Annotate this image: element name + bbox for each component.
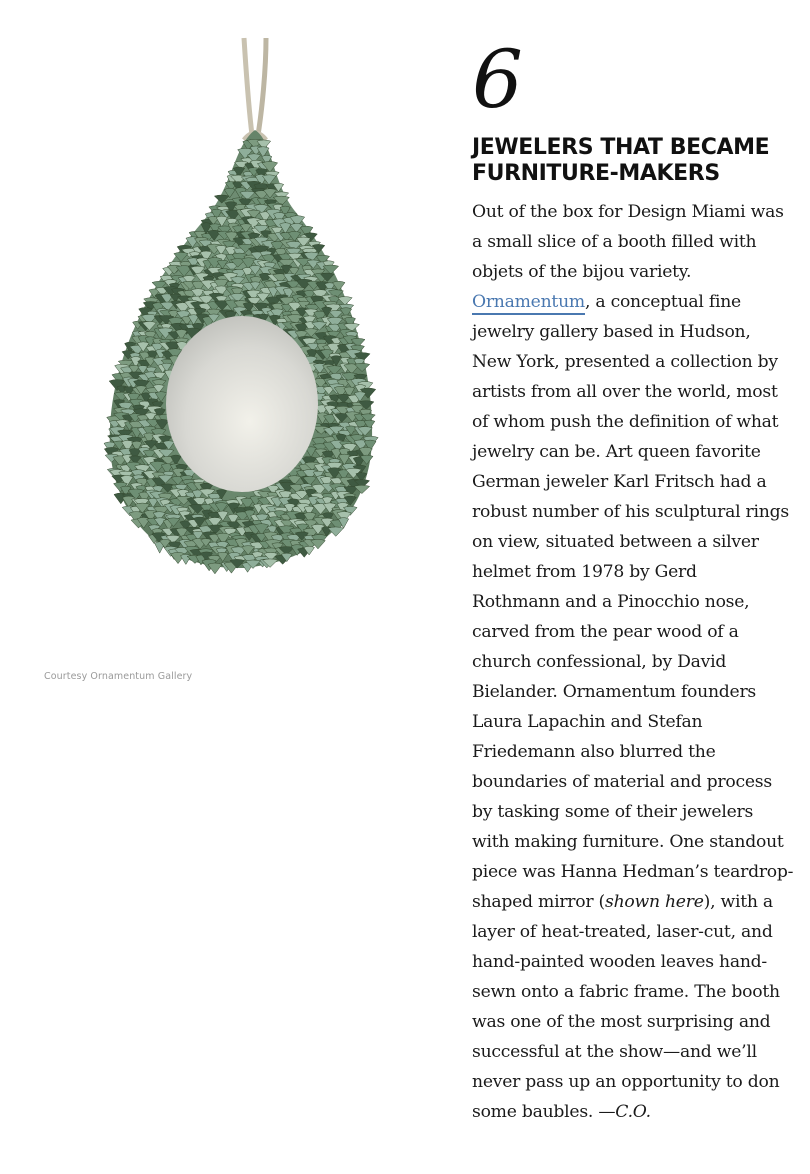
body-line: Rothmann and a Pinocchio nose,	[472, 592, 750, 612]
body-line: boundaries of material and process	[472, 772, 772, 792]
leaf-mirror-illustration	[44, 30, 444, 650]
body-line: Ornamentum, a conceptual fine	[472, 287, 790, 317]
body-line: on view, situated between a silver	[472, 532, 759, 552]
headline-line-1: JEWELERS THAT BECAME	[472, 135, 770, 160]
body-line: sewn onto a fabric frame. The booth	[472, 982, 780, 1002]
italic-text: C.O.	[615, 1102, 651, 1122]
body-line: never pass up an opportunity to don	[472, 1072, 780, 1092]
body-line: Out of the box for Design Miami was	[472, 202, 784, 222]
body-line: jewelry can be. Art queen favorite	[472, 442, 761, 462]
body-line: piece was Hanna Hedman’s teardrop-	[472, 862, 794, 882]
article-photo	[44, 30, 444, 650]
body-line: shaped mirror (shown here), with a	[472, 892, 773, 912]
article-section	[472, 33, 794, 1127]
body-line: successful at the show—and we’ll	[472, 1042, 757, 1062]
body-line: some baubles. —C.O.	[472, 1102, 651, 1122]
ornamentum-link[interactable]: Ornamentum	[472, 292, 585, 315]
body-line: Friedemann also blurred the	[472, 742, 716, 762]
body-line: of whom push the definition of what	[472, 412, 779, 432]
list-number: 6	[472, 33, 521, 126]
body-line: robust number of his sculptural rings	[472, 502, 789, 522]
body-line: artists from all over the world, most	[472, 382, 778, 402]
body-line: with making furniture. One standout	[472, 832, 784, 852]
body-line: helmet from 1978 by Gerd	[472, 562, 697, 582]
body-line: objets of the bijou variety.	[472, 262, 692, 282]
photo-caption: Courtesy Ornamentum Gallery	[44, 671, 193, 682]
headline-line-2: FURNITURE-MAKERS	[472, 161, 720, 186]
body-line: German jeweler Karl Fritsch had a	[472, 472, 767, 492]
body-line: New York, presented a collection by	[472, 352, 778, 372]
body-line: church confessional, by David	[472, 652, 727, 672]
body-line: Bielander. Ornamentum founders	[472, 682, 756, 702]
body-line: Laura Lapachin and Stefan	[472, 712, 703, 732]
italic-text: shown here	[605, 892, 704, 912]
body-line: by tasking some of their jewelers	[472, 802, 754, 822]
article-body	[472, 197, 794, 1127]
body-line: hand-painted wooden leaves hand-	[472, 952, 767, 972]
body-line: a small slice of a booth filled with	[472, 232, 757, 252]
rope-icon	[244, 38, 266, 140]
body-line: carved from the pear wood of a	[472, 622, 739, 642]
body-line: layer of heat-treated, laser-cut, and	[472, 922, 773, 942]
body-line: jewelry gallery based in Hudson,	[472, 322, 751, 342]
body-line: was one of the most surprising and	[472, 1012, 771, 1032]
section-headline	[472, 135, 790, 187]
mirror-glass	[166, 316, 318, 492]
